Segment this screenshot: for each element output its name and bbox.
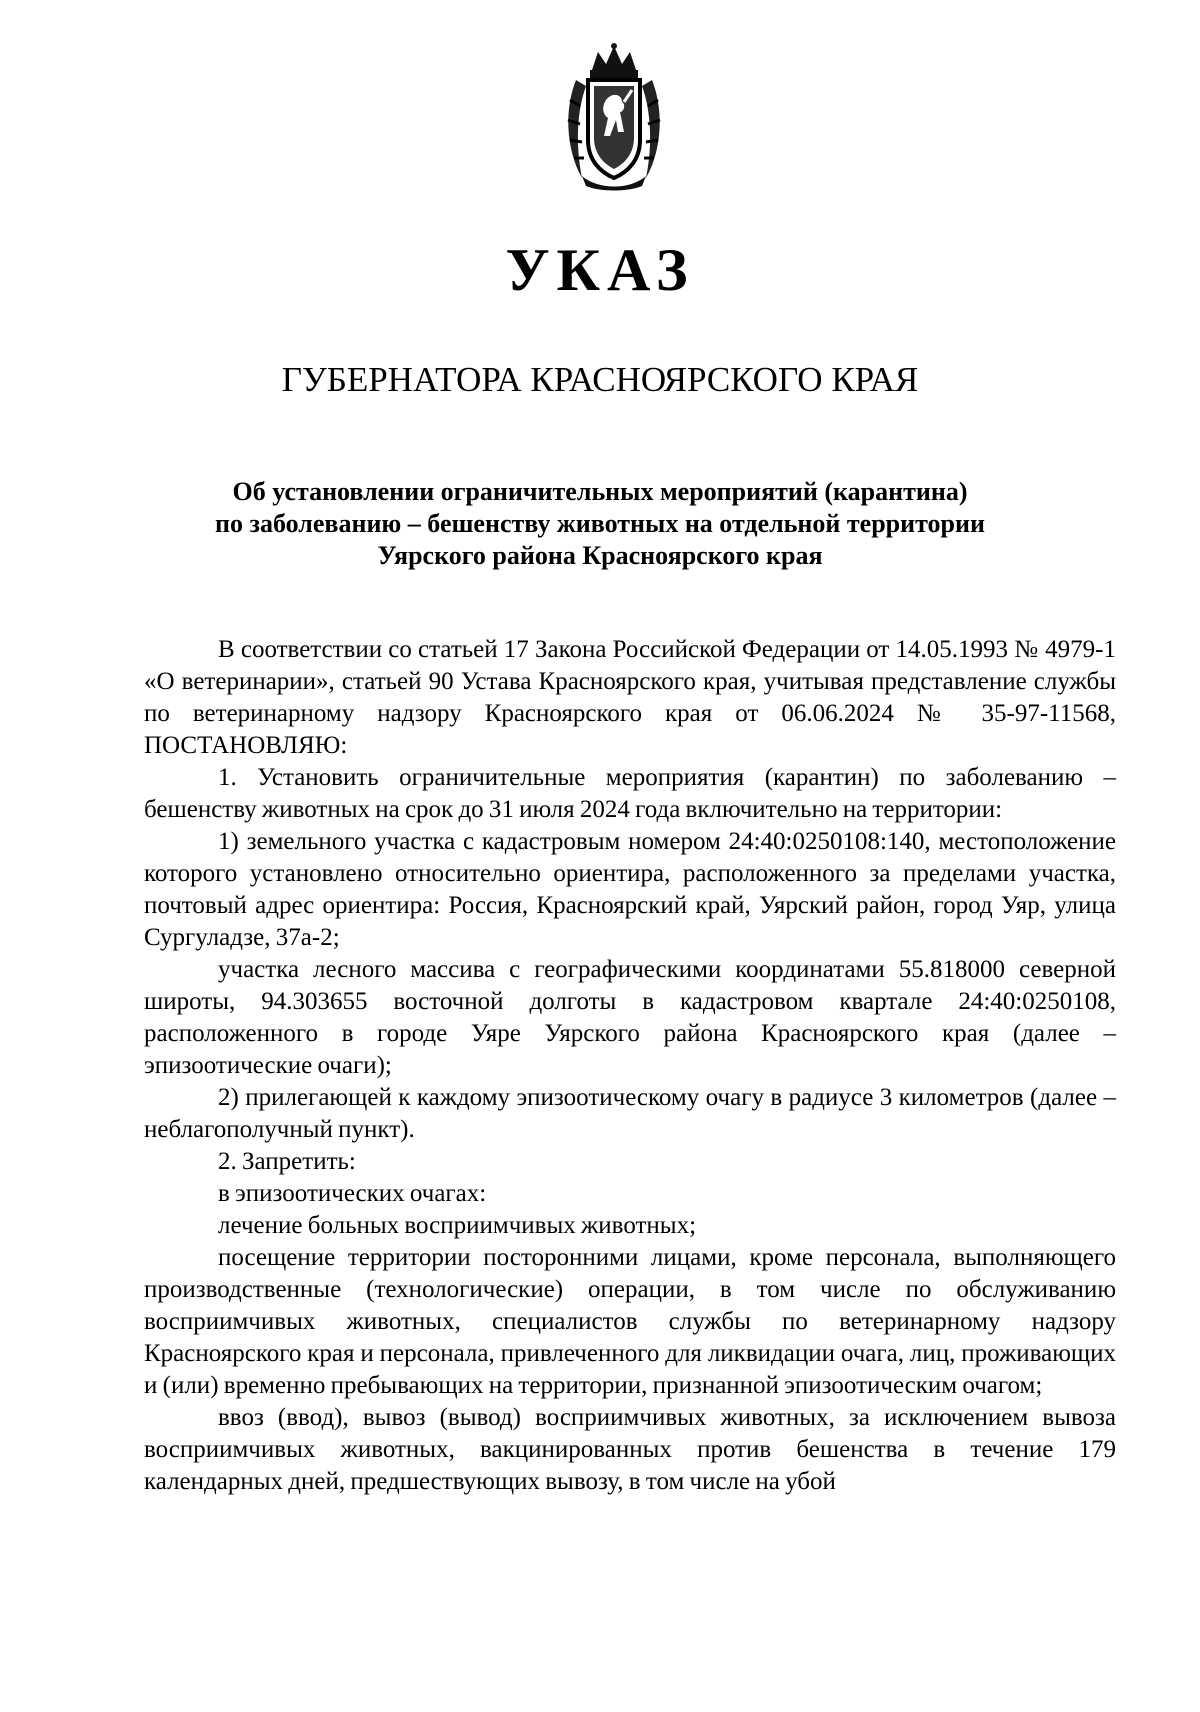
title-line: по заболеванию – бешенству животных на отдельной территории (215, 509, 985, 538)
document-type-heading: УКАЗ (505, 237, 695, 303)
subclause-1-paragraph: 1) земельного участка с кадастровым номером 24:40:0250108:140, местоположение которого установлено относительно ориентира, расположенного за пределами участка, почтовый адрес ориентира: Россия, Красноярский край, Уярский район, город Уяр, улица Сургуладзе, 37а-2; (144, 828, 1116, 951)
forest-plot-paragraph: участка лесного массива с географическими координатами 55.818000 северной широты, 94.303655 восточной долготы в кадастровом квартале 24:40:0250108, расположенного в городе Уяре Уярского района Красноярского края (далее – эпизоотические очаги); (144, 956, 1116, 1079)
ban-treatment-paragraph: лечение больных восприимчивых животных; (218, 1212, 697, 1239)
ban-visits-paragraph: посещение территории посторонними лицами, кроме персонала, выполняющего производственные (технологические) операции, в том числе по обслуживанию восприимчивых животных, специалистов службы по ветеринарному надзору Красноярского края и персонала, привлеченного для ликвидации очага, лиц, проживающих и (или) временно пребывающих на территории, признанной эпизоотическим очагом; (144, 1244, 1116, 1399)
foci-heading-paragraph: в эпизоотических очагах: (218, 1180, 487, 1207)
ban-import-export-paragraph: ввоз (ввод), вывоз (вывод) восприимчивых животных, за исключением вывоза восприимчивых животных, вакцинированных против бешенства в течение 179 календарных дней, предшествующих вывозу, в том числе на убой (144, 1404, 1116, 1495)
title-line: Уярского района Красноярского края (377, 541, 823, 570)
subclause-2-paragraph: 2) прилегающей к каждому эпизоотическому очагу в радиусе 3 километров (далее – неблагополучный пункт). (144, 1084, 1116, 1143)
clause-2-paragraph: 2. Запретить: (218, 1148, 356, 1175)
coat-of-arms-emblem (562, 40, 666, 192)
title-line: Об установлении ограничительных мероприятий (карантина) (232, 477, 968, 506)
preamble-paragraph: В соответствии со статьей 17 Закона Российской Федерации от 14.05.1993 № 4979-1 «О ветеринарии», статьей 90 Устава Красноярского края, учитывая представление службы по ветеринарному надзору Красноярского края от 06.06.2024 № 35-97-11568, ПОСТАНОВЛЯЮ: (144, 636, 1116, 759)
document-body (144, 634, 1116, 1498)
issuing-authority: ГУБЕРНАТОРА КРАСНОЯРСКОГО КРАЯ (281, 360, 919, 399)
document-title (140, 476, 1060, 572)
clause-1-paragraph: 1. Установить ограничительные мероприятия (карантин) по заболеванию – бешенству животных на срок до 31 июля 2024 года включительно на территории: (144, 764, 1116, 823)
